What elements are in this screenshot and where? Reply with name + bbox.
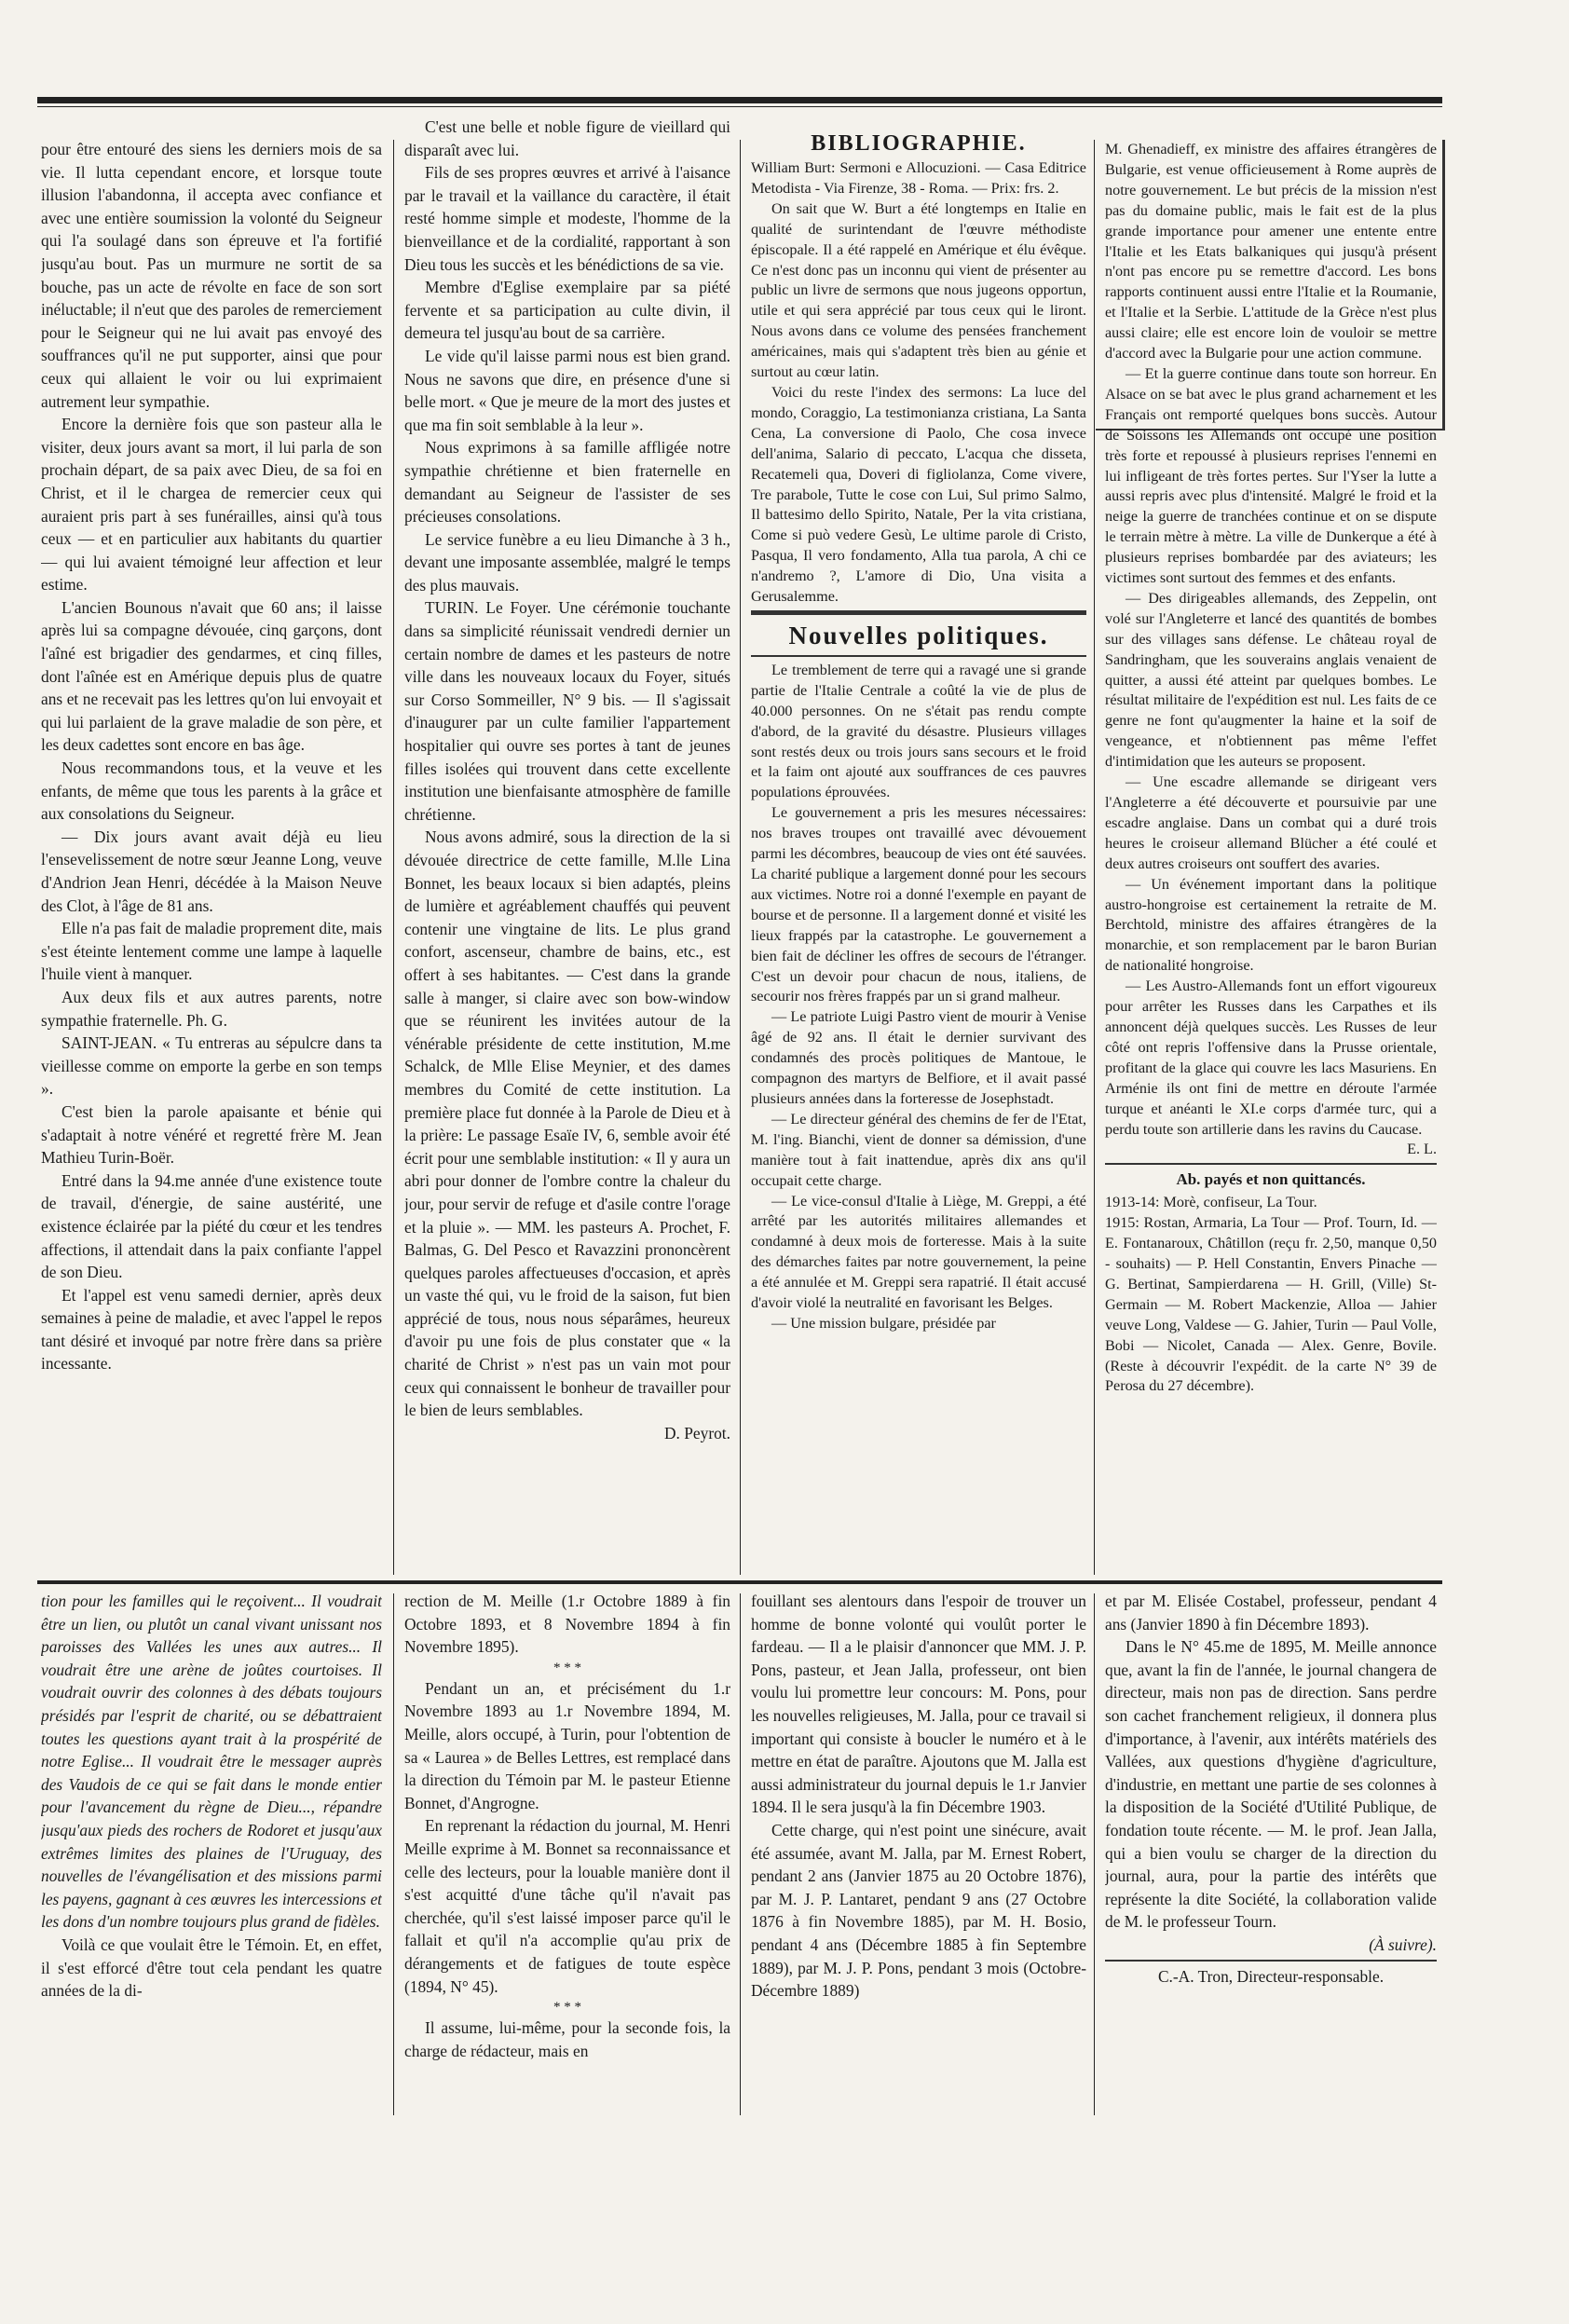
- paragraph: Le service funèbre a eu lieu Dimanche à 3 h., devant une imposante assemblée, malgré le temps des plus mauvais.: [404, 529, 730, 595]
- bottom-column-3: [751, 1590, 1086, 2112]
- paragraph: C'est une belle et noble figure de vieillard qui disparaît avec lui.: [404, 117, 730, 159]
- paragraph: Le vide qu'il laisse parmi nous est bien grand. Nous ne savons que dire, en présence d'une si belle mort. « Que je meure de la mort des justes et que ma fin soit semblable à la leur ».: [404, 346, 730, 434]
- heading-rule: [751, 655, 1086, 657]
- paragraph: pour être entouré des siens les derniers mois de sa vie. Il lutta cependant encore, et lorsque toute illusion l'abandonna, il accepta avec confiance et avec une entière soumission la volonté du Seigneur qui l'a soulagé dans son épreuve et l'a fortifié jusqu'au bout. Pas un murmure ne sortit de sa bouche, pas un acte de révolte en face de son sort inéluctable; il n'eut que des paroles de remerciement pour le Seigneur qui ne lui avait pas envoyé des souffrances qu'il ne put supporter, ainsi que pour ceux qui allaient le voir ou lui exprimaient autrement leur sympathie.: [41, 140, 382, 411]
- paragraph: Nous recommandons tous, et la veuve et les enfants, de même que tous les parents à la grâce et aux consolations du Seigneur.: [41, 759, 382, 824]
- section-stars: * * *: [553, 1660, 581, 1675]
- top-column-4: [1105, 140, 1437, 1575]
- director-line: C.-A. Tron, Directeur-responsable.: [1157, 1966, 1385, 1986]
- paragraph: — Dix jours avant avait déjà eu lieu l'ensevelissement de notre sœur Jeanne Long, veuve d'Andrion Jean Henri, décédée à la Maison Neuve des Clot, à l'âge de 81 ans.: [41, 827, 382, 915]
- paragraph: Il assume, lui-même, pour la seconde fois, la charge de rédacteur, mais en: [404, 2018, 730, 2060]
- paragraph: Fils de ses propres œuvres et arrivé à l'aisance par le travail et la vaillance du caractère, il était resté homme simple et modeste, l'homme de la bienveillance et de la cordialité, rapportant à son Dieu tous les succès et les bénédictions de sa vie.: [404, 163, 730, 274]
- signature: E. L.: [1407, 1141, 1437, 1158]
- top-rule-thin: [37, 106, 1442, 107]
- bibliographie-heading: BIBLIOGRAPHIE.: [811, 131, 1027, 156]
- heading-rule: [1105, 1163, 1437, 1165]
- paragraph: Encore la dernière fois que son pasteur alla le visiter, deux jours avant sa mort, il lui parla de son prochain départ, de sa paix avec Dieu, de sa foi en Christ, et il le chargea de remercier ceux qui auraient pris part à ses funérailles, ainsi qu'à tous ceux — et en particulier aux habitants du quartier — qui lui avaient témoigné leur affection et leur estime.: [41, 415, 382, 595]
- paragraph: Nous exprimons à sa famille affligée notre sympathie chrétienne et bien fraternelle en demandant au Seigneur de l'assister de ses précieuses consolations.: [404, 438, 730, 526]
- column-rule-bottom-3: [1094, 1593, 1095, 2115]
- paragraph: rection de M. Meille (1.r Octobre 1889 à fin Octobre 1893, et 8 Novembre 1894 à fin Novembre 1895).: [404, 1592, 730, 1657]
- column-rule-top-1: [393, 140, 394, 1575]
- nouvelles-politiques-heading: Nouvelles politiques.: [788, 621, 1049, 649]
- top-column-1: [41, 138, 382, 1573]
- column-rule-bottom-1: [393, 1593, 394, 2115]
- paragraph: M. Ghenadieff, ex ministre des affaires étrangères de Bulgarie, est venue officieusement à Rome auprès de notre gouvernement. Le but précis de la mission n'est pas du domaine public, mais le fait est de la plus grande importance pour amener une entente entre l'Italie et les Etats balkaniques qui jusqu'à présent n'ont pas encore pu se remettre d'accord. Les bons rapports continuent aussi entre l'Italie et la Roumanie, et l'Italie et la Serbie. L'attitude de la Grèce n'est plus aussi claire; elle est encore loin de vouloir se mettre d'accord avec la Bulgarie pour une action commune.: [1105, 141, 1437, 362]
- top-column-3: [751, 130, 1086, 1575]
- paragraph: Membre d'Eglise exemplaire par sa piété fervente et sa participation au culte divin, il demeura tel jusqu'au bout de sa carrière.: [404, 278, 730, 343]
- column-rule-top-3: [1094, 140, 1095, 1575]
- bottom-column-4: [1105, 1590, 1437, 2112]
- paragraph: fouillant ses alentours dans l'espoir de trouver un homme de bonne volonté qui voulût porter le fardeau. — Il a le plaisir d'annoncer que MM. J. P. Pons, pasteur, et Jean Jalla, professeur, ont bien voulu lui promettre leur concours: M. Pons, pour les nouvelles religieuses, M. Jalla, pour ce travail si important qui consiste à boucler le numéro et à le mettre en état de paraître. Ajoutons que M. Jalla est aussi administrateur du journal depuis le 1.r Janvier 1894. Il le sera jusqu'à la fin Décembre 1903.: [751, 1592, 1086, 1817]
- paragraph: — Un événement important dans la politique austro-hongroise est certainement la retraite de M. Berchtold, ministre des affaires étrangères de la monarchie, et son remplacement par le baron Burian de nationalité hongroise.: [1105, 875, 1437, 975]
- paragraph: Le tremblement de terre qui a ravagé une si grande partie de l'Italie Centrale a coûté la vie de plus de 40.000 personnes. On ne s'était pas rendu compte d'abord, de la gravité du désastre. Plusieurs villages sont restés deux ou trois jours sans secours et le froid et la faim ont ajouté aux souffrances de ces pauvres populations éprouvées.: [751, 661, 1086, 801]
- paragraph: Voilà ce que voulait être le Témoin. Et, en effet, il s'est efforcé d'être tout cela pendant les quatre années de la di-: [41, 1934, 382, 2001]
- heading-rule: [751, 610, 1086, 615]
- paragraph: — Le patriote Luigi Pastro vient de mourir à Venise âgé de 92 ans. Il était le dernier survivant des condamnés des procès politiques de Mantoue, le compagnon des martyrs de Belfiore, et il avait passé plusieurs années dans la forteresse de Josephstadt.: [751, 1008, 1086, 1107]
- paragraph: Pendant un an, et précisément du 1.r Novembre 1893 au 1.r Novembre 1894, M. Meille, alors occupé, à Turin, pour l'obtention de sa « Laurea » de Belles Lettres, est remplacé dans la direction du Témoin par M. le pasteur Etienne Bonnet, d'Angrogne.: [404, 1678, 730, 1812]
- bibliography-entry: William Burt: Sermoni e Allocuzioni. — Casa Editrice Metodista - Via Firenze, 38 - Roma. — Prix: frs. 2.: [751, 159, 1086, 197]
- bottom-column-2: [404, 1590, 730, 2112]
- top-column-2: [404, 116, 730, 1575]
- payments-list: 1913-14: Morè, confiseur, La Tour.: [1105, 1194, 1317, 1211]
- section-divider: [37, 1580, 1442, 1584]
- paragraph: — Le directeur général des chemins de fer de l'Etat, M. l'ing. Bianchi, vient de donner sa démission, d'une manière tout à fait inattendue, après dix ans qu'il occupait cette charge.: [751, 1110, 1086, 1189]
- paragraph: et par M. Elisée Costabel, professeur, pendant 4 ans (Janvier 1890 à fin Décembre 1893).: [1105, 1592, 1437, 1634]
- signature: D. Peyrot.: [663, 1423, 730, 1442]
- column-rule-top-2: [740, 140, 741, 1575]
- paragraph: SAINT-JEAN. « Tu entreras au sépulcre dans ta vieillesse comme on emporte la gerbe en son temps ».: [41, 1033, 382, 1099]
- paragraph: — Et la guerre continue dans toute son horreur. En Alsace on se bat avec le plus grand acharnement et les Français ont remporté quelques bons succès. Autour de Soissons les Allemands ont occupé une position très forte et repoussé à plusieurs reprises l'ennemi en lui infligeant de très fortes pertes. Sur l'Yser la lutte a aussi repris avec plus d'intensité. Malgré le froid et la neige la guerre de tranchées continue et on se dispute le terrain mètre à mètre. La ville de Dunkerque a été à plusieurs reprises bombardée par des aviateurs; les victimes sont surtout des femmes et des enfants.: [1105, 364, 1437, 587]
- a-suivre: (À suivre).: [1369, 1934, 1437, 1954]
- paragraph: Le gouvernement a pris les mesures nécessaires: nos braves troupes ont travaillé avec dévouement parmi les décombres, beaucoup de vies ont été sauvées. La charité publique a largement donné pour les secours aux victimes. Notre roi a donné l'exemple en payant de bourse et de personne. Il a largement donné et visité les lieux frappés par la catastrophe. Le gouvernement a bien fait de décliner les offres de secours de l'étranger. C'est un devoir pour chacun de nous, italiens, de secourir nos frères frappés par un si grand malheur.: [751, 804, 1086, 1005]
- paragraph: Entré dans la 94.me année d'une existence toute de travail, d'énergie, de saine austérité, une existence éclairée par la piété du cœur et les tendres affections, il attendait dans la paix confiante l'appel de son Dieu.: [41, 1170, 382, 1282]
- column-rule-bottom-2: [740, 1593, 741, 2115]
- paragraph: Aux deux fils et aux autres parents, notre sympathie fraternelle. Ph. G.: [41, 987, 382, 1030]
- paragraph: Elle n'a pas fait de maladie proprement dite, mais s'est éteinte lentement comme une lampe à laquelle l'huile vient à manquer.: [41, 919, 382, 984]
- paragraph: Et l'appel est venu samedi dernier, après deux semaines à peine de maladie, et avec l'appel le repos tant désiré et invoqué par notre frère dans sa prière incessante.: [41, 1285, 382, 1374]
- paragraph: — Des dirigeables allemands, des Zeppelin, ont volé sur l'Angleterre et lancé des quantités de bombes sur des villages sans défense. Le château royal de Sandringham, que les souverains anglais venaient de quitter, a aussi été atteint par quelques bombes. Le résultat militaire de l'expédition est nul. Les faits de ce genre ne font qu'augmenter la haine et la soif de vengeance, et n'obtiennent pas même l'effet d'intimidation que les auteurs se proposent.: [1105, 589, 1437, 771]
- section-stars: * * *: [553, 2000, 581, 2016]
- paragraph: Voici du reste l'index des sermons: La luce del mondo, Coraggio, La testimonianza cristiana, La Santa Cena, La conversione di Paolo, Che cosa invece dell'anima, Salario di peccato, L'acqua che disseta, Recatemeli qua, Doveri di figliolanza, Come vivere, Tre parabole, Tutte le cose con Lui, Sul primo Salmo, Il battesimo dello Spirito, Natale, Per la vita cristiana, Come si può vedere Gesù, Le ultime parole di Cristo, Pasqua, Il vero fondamento, Alla tua parola, A chi ce n'andremo ?, L'amore di Dio, Una visita a Gerusalemme.: [751, 383, 1086, 606]
- paragraph: Dans le N° 45.me de 1895, M. Meille annonce que, avant la fin de l'année, le journal changera de directeur, mais non pas de direction. Sans perdre son cachet franchement religieux, il donnera plus d'importance, à l'avenir, aux intérêts matériels des Vallées, aux questions d'hygiène d'agriculture, d'industrie, en mettant une partie de ses colonnes à la disposition de la Société d'Utilité Publique, de fondation toute récente. — M. le prof. Jean Jalla, qui a bien voulu se charger de la direction du journal, aura, pour la partie des intérêts que représente la dite Société, la collaboration valide de M. le professeur Tourn.: [1105, 1637, 1437, 1932]
- paragraph: Cette charge, qui n'est point une sinécure, avait été assumée, avant M. Jalla, par M. Ernest Robert, pendant 2 ans (Janvier 1875 au 20 Octobre 1876), par M. J. P. Lantaret, pendant 9 ans (27 Octobre 1876 à fin Novembre 1885), par M. H. Bosio, pendant 4 ans (Décembre 1885 à fin Septembre 1889), par M. J. P. Pons, pendant 3 mois (Octobre-Décembre 1889): [751, 1820, 1086, 2001]
- paragraph: — Les Austro-Allemands font un effort vigoureux pour arrêter les Russes dans les Carpathes et ils annoncent déjà quelques succès. Les Russes de leur côté ont repris l'offensive dans la Prusse orientale, profitant de la glace qui couvre les lacs Masuriens. En Arménie ils ont fini de mettre en déroute l'armée turque et anéanti le XI.e corps d'armée turc, qui a perdu toute son artillerie dans les ravins du Caucase.: [1105, 977, 1437, 1138]
- bottom-column-1: [41, 1590, 382, 2112]
- paragraph: — Une mission bulgare, présidée par: [771, 1314, 996, 1332]
- top-rule: [37, 97, 1442, 103]
- paragraph: tion pour les familles qui le reçoivent... Il voudrait être un lien, ou plutôt un canal vivant unissant nos paroisses des Vallées les unes aux autres... Il voudrait être une arène de joûtes courtoises. Il voudrait ouvrir des colonnes à des débats toujours présidés par l'esprit de charité, ou se débattraient toutes les questions ayant trait à la prospérité de notre Eglise... Il voudrait être le messager auprès des Vaudois de ce qui se fait dans le monde entier pour l'avancement du règne de Dieu..., répandre jusqu'aux pieds des rochers de Rodoret et jusqu'aux extrêmes limites des plaines de l'Uruguay, des nouvelles de l'évangélisation et des missions parmi les payens, gagnant à ces œuvres les intercessions et les dons d'un nombre toujours plus grand de fidèles.: [41, 1592, 382, 1932]
- paragraph: L'ancien Bounous n'avait que 60 ans; il laisse après lui sa compagne dévouée, cinq garçons, dont l'aîné est brigadier des gendarmes, et cinq filles, dont l'aînée est en Amérique depuis plus de quatre ans et ne recevait pas les lettres qu'on lui envoyait et qui lui parlaient de la grave maladie de son père, et les deux cadettes sont encore en bas âge.: [41, 597, 382, 755]
- paragraph: C'est bien la parole apaisante et bénie qui s'adaptait à notre vénéré et regretté frère M. Jean Mathieu Turin-Boër.: [41, 1101, 382, 1168]
- paragraph: TURIN. Le Foyer. Une cérémonie touchante dans sa simplicité réunissait vendredi dernier un certain nombre de dames et les pasteurs de notre ville dans les nouveaux locaux du Foyer, situés sur Corso Sommeiller, N° 9 bis. — Il s'agissait d'inaugurer par un culte familier l'appartement hospitalier qui ouvre ses portes à tant de jeunes filles isolées qui trouvent dans cette excellente institution une bienfaisante atmosphère de famille chrétienne.: [404, 598, 730, 824]
- paragraph: — Une escadre allemande se dirigeant vers l'Angleterre a été découverte et poursuivie par une escadre anglaise. Dans un combat qui a duré trois heures le croiseur allemand Blücher a été coulé et deux autres croiseurs ont souffert des avaries.: [1105, 773, 1437, 872]
- paragraph: En reprenant la rédaction du journal, M. Henri Meille exprime à M. Bonnet sa reconnaissance et celle des lecteurs, pour la louable manière dont il s'est acquitté d'une tâche qu'il n'avait pas cherchée, qu'il s'est laissé imposer parce qu'il le fallait et qu'il n'a accomplie qu'au prix de dérangements et de fatigues de toute espèce (1894, N° 45).: [404, 1816, 730, 1996]
- paragraph: Nous avons admiré, sous la direction de la si dévouée directrice de cette famille, M.lle Lina Bonnet, les beaux locaux si bien adaptés, pleins de lumière et agréablement chauffés qui peuvent contenir une vingtaine de lits. Le plus grand confort, ascenseur, chambre de bains, etc., est offert à ses habitantes. — C'est dans la grande salle à manger, si claire avec son bow-window que se réunirent les invitées autour de la vénérable présidente de cette institution, M.me Schalck, de Mlle Elise Meynier, et des dames membres du Comité de cette institution. La première place fut donnée à la Parole de Dieu et à la prière: Le passage Esaïe IV, 6, semble avoir été écrit pour une semblable institution: « Il y aura un abri pour donner de l'ombre contre la chaleur du jour, pour servir de refuge et d'asile contre l'orage et la pluie ». — MM. les pasteurs A. Prochet, F. Balmas, G. Del Pesco et Ravazzini prononcèrent quelques paroles affectueuses d'occasion, et après un vaste thé qui, vu le froid de la saison, fut bien apprécié de tous, nous nous séparâmes, heureux d'avoir pu une fois de plus constater que « la charité de Christ » n'est pas un vain mot pour ceux qui connaissent le bonheur de travailler pour le bien de leurs semblables.: [404, 827, 730, 1420]
- paragraph: On sait que W. Burt a été longtemps en Italie en qualité de surintendant de l'œuvre méthodiste épiscopale. Il a été rappelé en Amérique et élu évêque. Ce n'est donc pas un inconnu qui vient de présenter au public un livre de sermons que nous jugeons opportun, utile et qui sera apprécié par tous ceux qui le liront. Nous avons dans ce volume des pensées franchement américaines, mais qui s'adaptent très bien au génie et surtout au cœur latin.: [751, 199, 1086, 381]
- payments-list: 1915: Rostan, Armaria, La Tour — Prof. Tourn, Id. — E. Fontanaroux, Châtillon (reçu fr. 2,50, manque 0,50 - souhaits) — P. Hell Constantin, Envers Pinache — G. Bertinat, Sampierdarena — H. Grill, (Ville) St-Germain — M. Robert Mackenzie, Alloa — Jahier veuve Long, Valdese — G. Jahier, Turin — Paul Volle, Bobi — Nicolet, Canada — Alex. Genre, Bovile. (Reste à découvrir l'expédit. de la carte N° 39 de Perosa du 27 décembre).: [1105, 1214, 1437, 1395]
- paragraph: — Le vice-consul d'Italie à Liège, M. Greppi, a été arrêté par les autorités militaires allemandes et condamné à deux mois de forteresse. Mais à la suite des démarches faites par notre gouvernement, la peine a été annulée et M. Greppi sera rapatrié. Il était accusé d'avoir violé la neutralité en favorisant les Belges.: [751, 1192, 1086, 1312]
- heading-rule: [1105, 1960, 1437, 1962]
- payments-heading: Ab. payés et non quittancés.: [1176, 1170, 1366, 1189]
